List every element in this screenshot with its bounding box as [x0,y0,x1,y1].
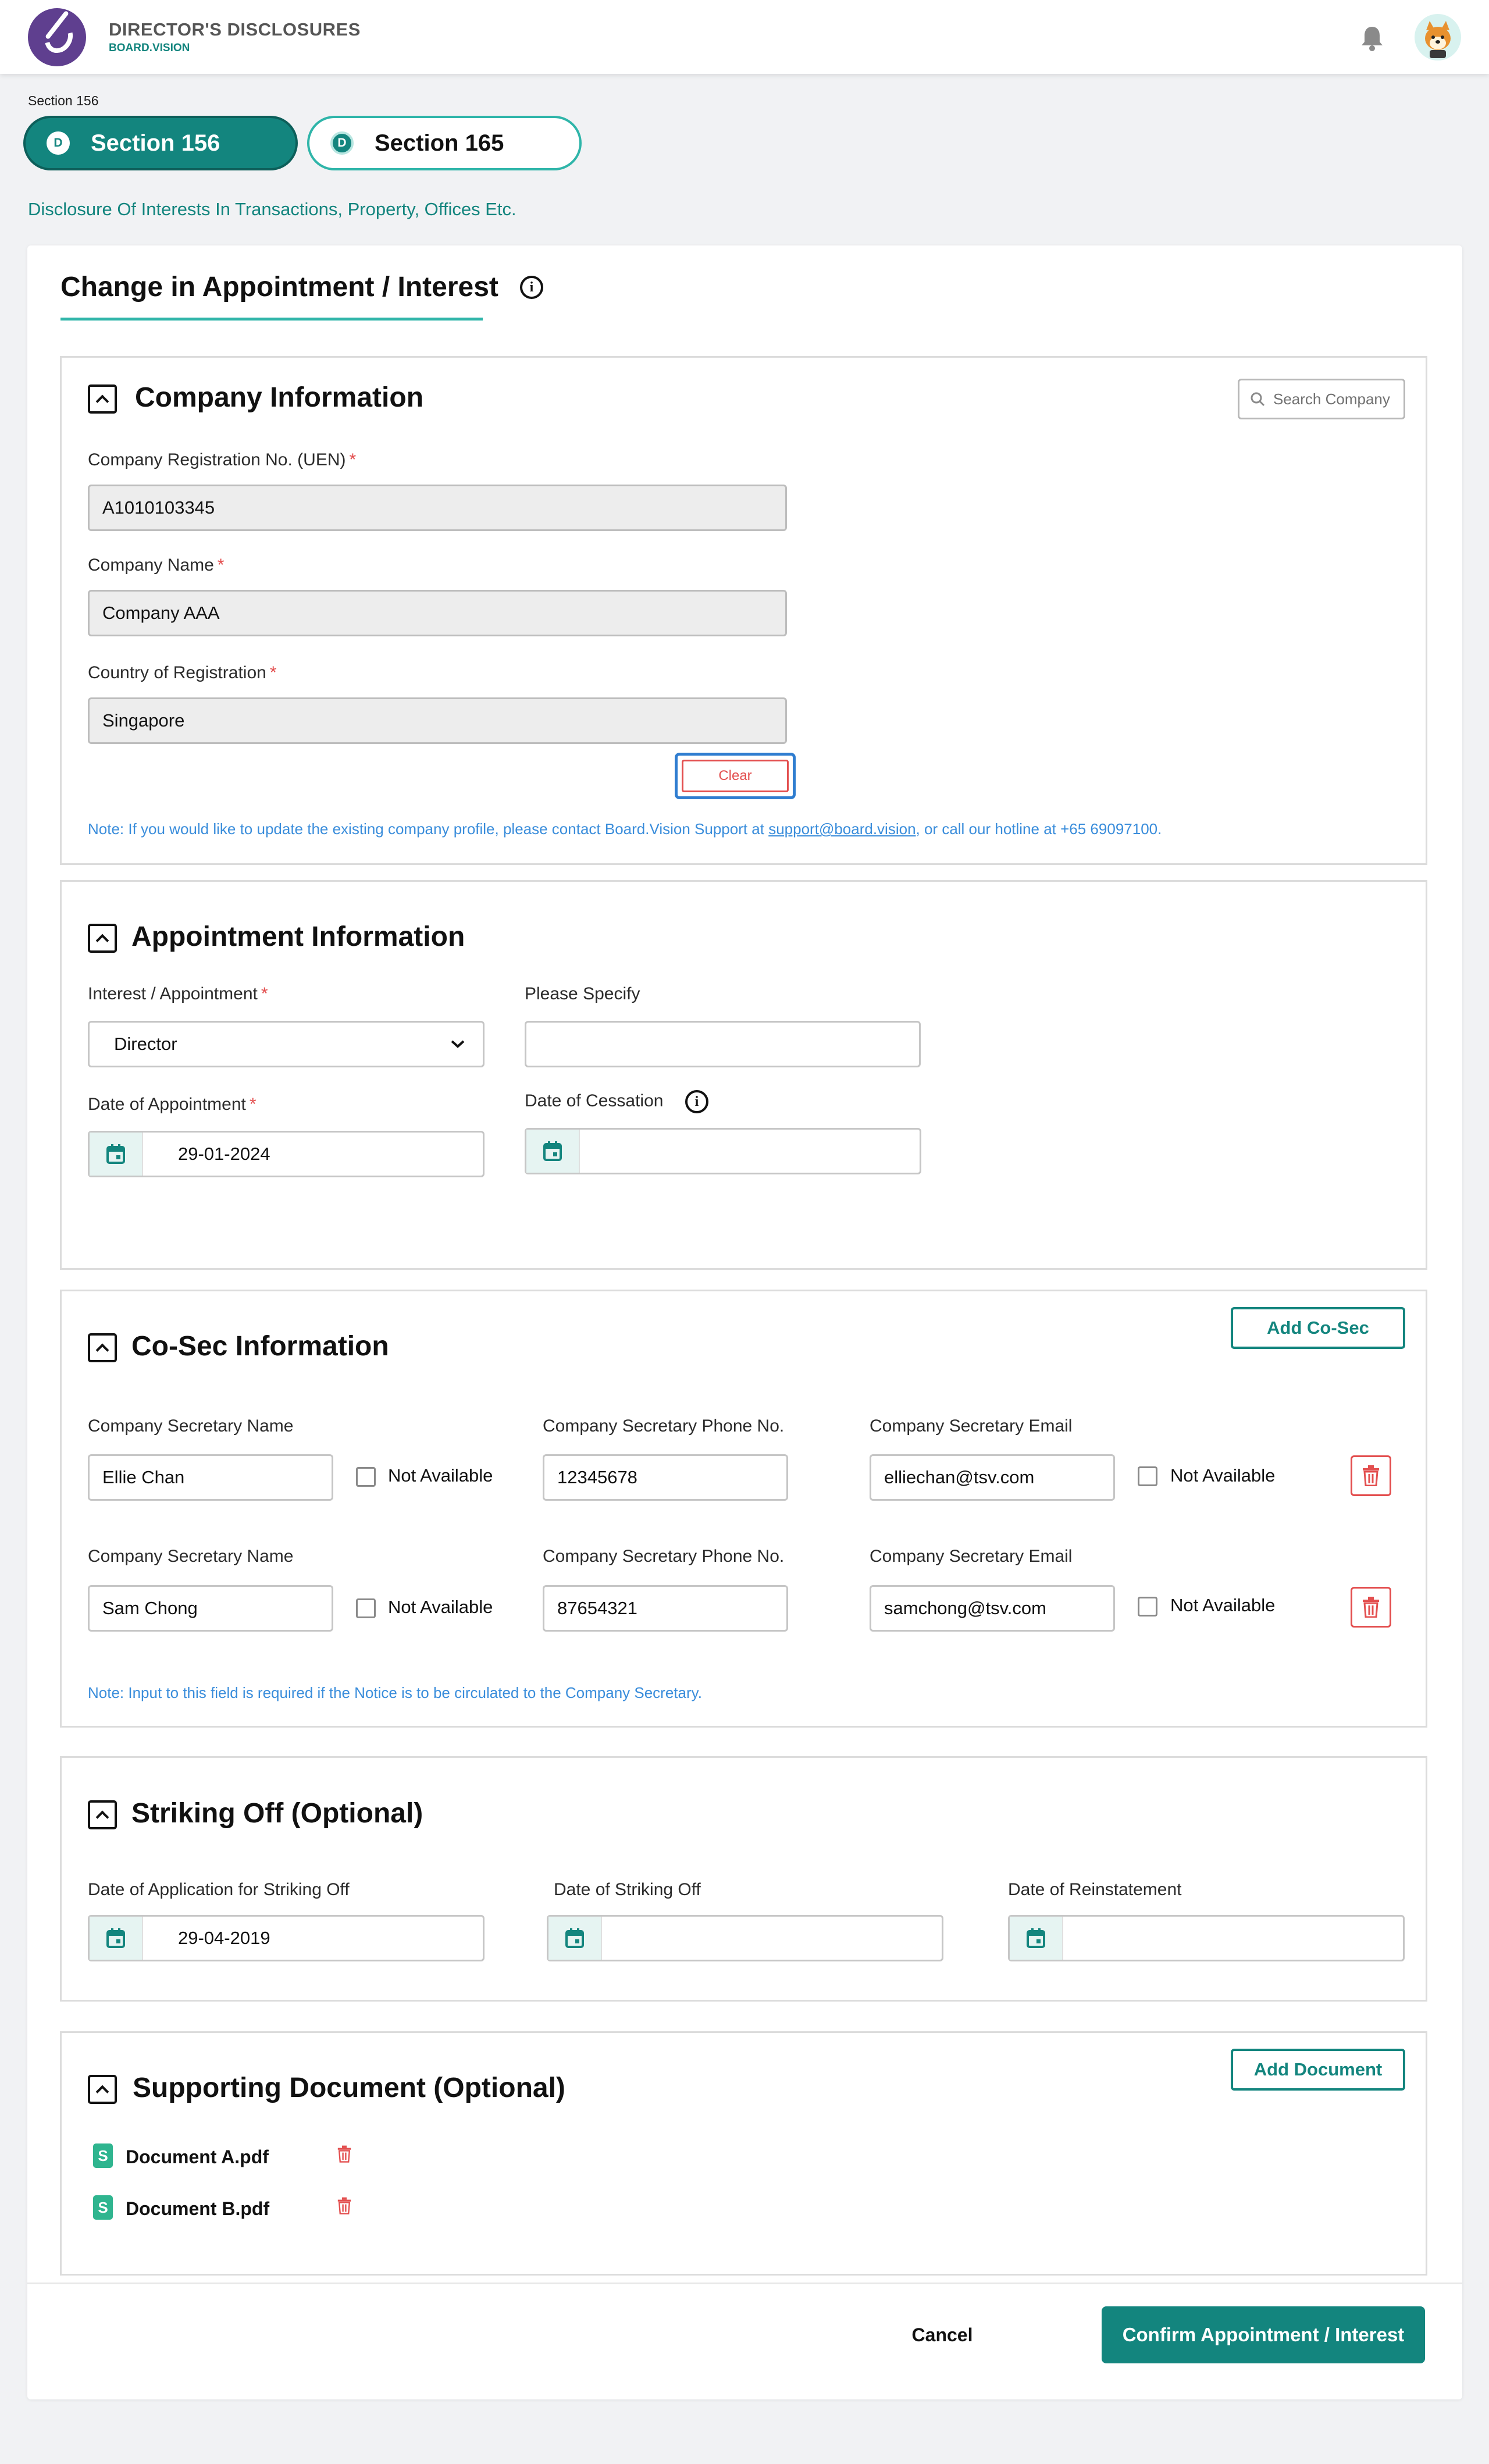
chevron-down-icon [450,1039,465,1049]
cosec-info-title: Co-Sec Information [131,1331,389,1362]
appointment-info-title: Appointment Information [131,921,465,952]
app-subtitle: BOARD.VISION [109,42,190,54]
trash-icon[interactable] [337,2145,351,2166]
delete-cosec-button[interactable] [1351,1587,1391,1628]
specify-input[interactable] [525,1021,921,1067]
cosec-phone-label: Company Secretary Phone No. [543,1547,785,1566]
not-available-checkbox[interactable] [1138,1466,1157,1486]
collapse-icon[interactable] [88,1800,117,1829]
not-available-label: Not Available [388,1465,493,1486]
tab-section-165[interactable] [307,116,582,170]
clear-button-focus [675,753,796,799]
uen-field[interactable]: A1010103345 [88,485,787,531]
cosec-email-label: Company Secretary Email [870,1416,1073,1436]
tab-label: Section 165 [375,130,504,156]
not-available-checkbox[interactable] [356,1598,376,1618]
cosec-email-input[interactable]: elliechan@tsv.com [870,1454,1115,1501]
country-field[interactable]: Singapore [88,697,787,744]
interest-select[interactable] [88,1021,485,1067]
calendar-icon[interactable] [548,1917,602,1960]
title-underline [60,318,483,321]
company-name-label: Company Name * [88,556,225,575]
specify-label: Please Specify [525,984,640,1003]
application-date-label: Date of Application for Striking Off [88,1880,350,1899]
info-icon[interactable]: i [520,276,543,299]
delete-cosec-button[interactable] [1351,1455,1391,1496]
add-cosec-button[interactable]: Add Co-Sec [1231,1307,1405,1349]
striking-date-label: Date of Striking Off [554,1880,701,1899]
avatar[interactable] [1415,14,1461,60]
cosec-email-input[interactable]: samchong@tsv.com [870,1585,1115,1632]
trash-icon [1362,1465,1380,1486]
application-date-field[interactable] [88,1915,485,1961]
doa-value: 29-01-2024 [178,1144,270,1164]
collapse-icon[interactable] [88,1333,117,1362]
app-logo[interactable] [28,8,86,66]
tab-badge: D [47,131,70,155]
page-title: Change in Appointment / Interest [60,272,498,302]
interest-label: Interest / Appointment * [88,984,268,1003]
doc-field[interactable] [525,1128,921,1174]
add-document-button[interactable]: Add Document [1231,2049,1405,2091]
cosec-email-label: Company Secretary Email [870,1547,1073,1566]
collapse-icon[interactable] [88,924,117,953]
cosec-phone-input[interactable]: 12345678 [543,1454,788,1501]
document-icon: S [93,2143,113,2168]
reinstatement-date-label: Date of Reinstatement [1008,1880,1182,1899]
not-available-label: Not Available [1170,1595,1276,1615]
reinstatement-date-field[interactable] [1008,1915,1405,1961]
company-info-title: Company Information [135,382,424,413]
cosec-name-label: Company Secretary Name [88,1547,294,1566]
interest-value: Director [114,1034,177,1054]
breadcrumb: Section 156 [28,93,99,108]
cosec-name-input[interactable]: Ellie Chan [88,1454,333,1501]
cosec-phone-label: Company Secretary Phone No. [543,1416,785,1436]
tab-section-156[interactable] [23,116,298,170]
striking-off-title: Striking Off (Optional) [131,1798,423,1829]
doc-label: Date of Cessation [525,1091,664,1110]
confirm-button[interactable]: Confirm Appointment / Interest [1102,2306,1425,2363]
search-icon [1250,391,1265,407]
striking-off-panel [60,1756,1427,2002]
info-icon[interactable]: i [685,1090,708,1113]
application-date-value: 29-04-2019 [178,1928,270,1948]
collapse-icon[interactable] [88,384,117,414]
calendar-icon[interactable] [90,1917,143,1960]
collapse-icon[interactable] [88,2075,117,2104]
doa-label: Date of Appointment * [88,1095,257,1114]
trash-icon [1362,1597,1380,1618]
tab-label: Section 156 [91,130,220,156]
bell-icon[interactable] [1360,24,1384,51]
country-label: Country of Registration * [88,663,277,682]
calendar-icon[interactable] [526,1130,580,1173]
tab-badge: D [330,131,354,155]
document-icon: S [93,2195,113,2220]
doa-field[interactable] [88,1131,485,1177]
document-name[interactable]: Document B.pdf [126,2198,270,2219]
not-available-checkbox[interactable] [356,1467,376,1487]
supporting-docs-title: Supporting Document (Optional) [133,2073,565,2103]
clear-button[interactable]: Clear [682,760,789,792]
cosec-name-input[interactable]: Sam Chong [88,1585,333,1632]
company-note: Note: If you would like to update the existing company profile, please contact Board.Vision Support at support@board.vision, or call our hotline at +65 69097100. [88,820,1162,838]
not-available-checkbox[interactable] [1138,1597,1157,1616]
cosec-name-label: Company Secretary Name [88,1416,294,1436]
calendar-icon[interactable] [90,1133,143,1176]
page-subtitle: Disclosure Of Interests In Transactions, Property, Offices Etc. [28,199,516,219]
app-title: DIRECTOR'S DISCLOSURES [109,19,361,40]
calendar-icon[interactable] [1010,1917,1063,1960]
footer-divider [27,2283,1462,2284]
cancel-button[interactable]: Cancel [911,2324,973,2345]
cosec-note: Note: Input to this field is required if the Notice is to be circulated to the Company Secretary. [88,1684,702,1701]
company-name-field[interactable]: Company AAA [88,590,787,636]
uen-label: Company Registration No. (UEN) * [88,450,357,469]
not-available-label: Not Available [1170,1465,1276,1486]
not-available-label: Not Available [388,1597,493,1617]
support-email-link[interactable]: support@board.vision [768,820,916,838]
search-company-label: Search Company [1273,390,1390,408]
document-name[interactable]: Document A.pdf [126,2146,269,2167]
cosec-phone-input[interactable]: 87654321 [543,1585,788,1632]
search-company-button[interactable] [1238,379,1405,419]
striking-date-field[interactable] [547,1915,943,1961]
trash-icon[interactable] [337,2197,351,2217]
